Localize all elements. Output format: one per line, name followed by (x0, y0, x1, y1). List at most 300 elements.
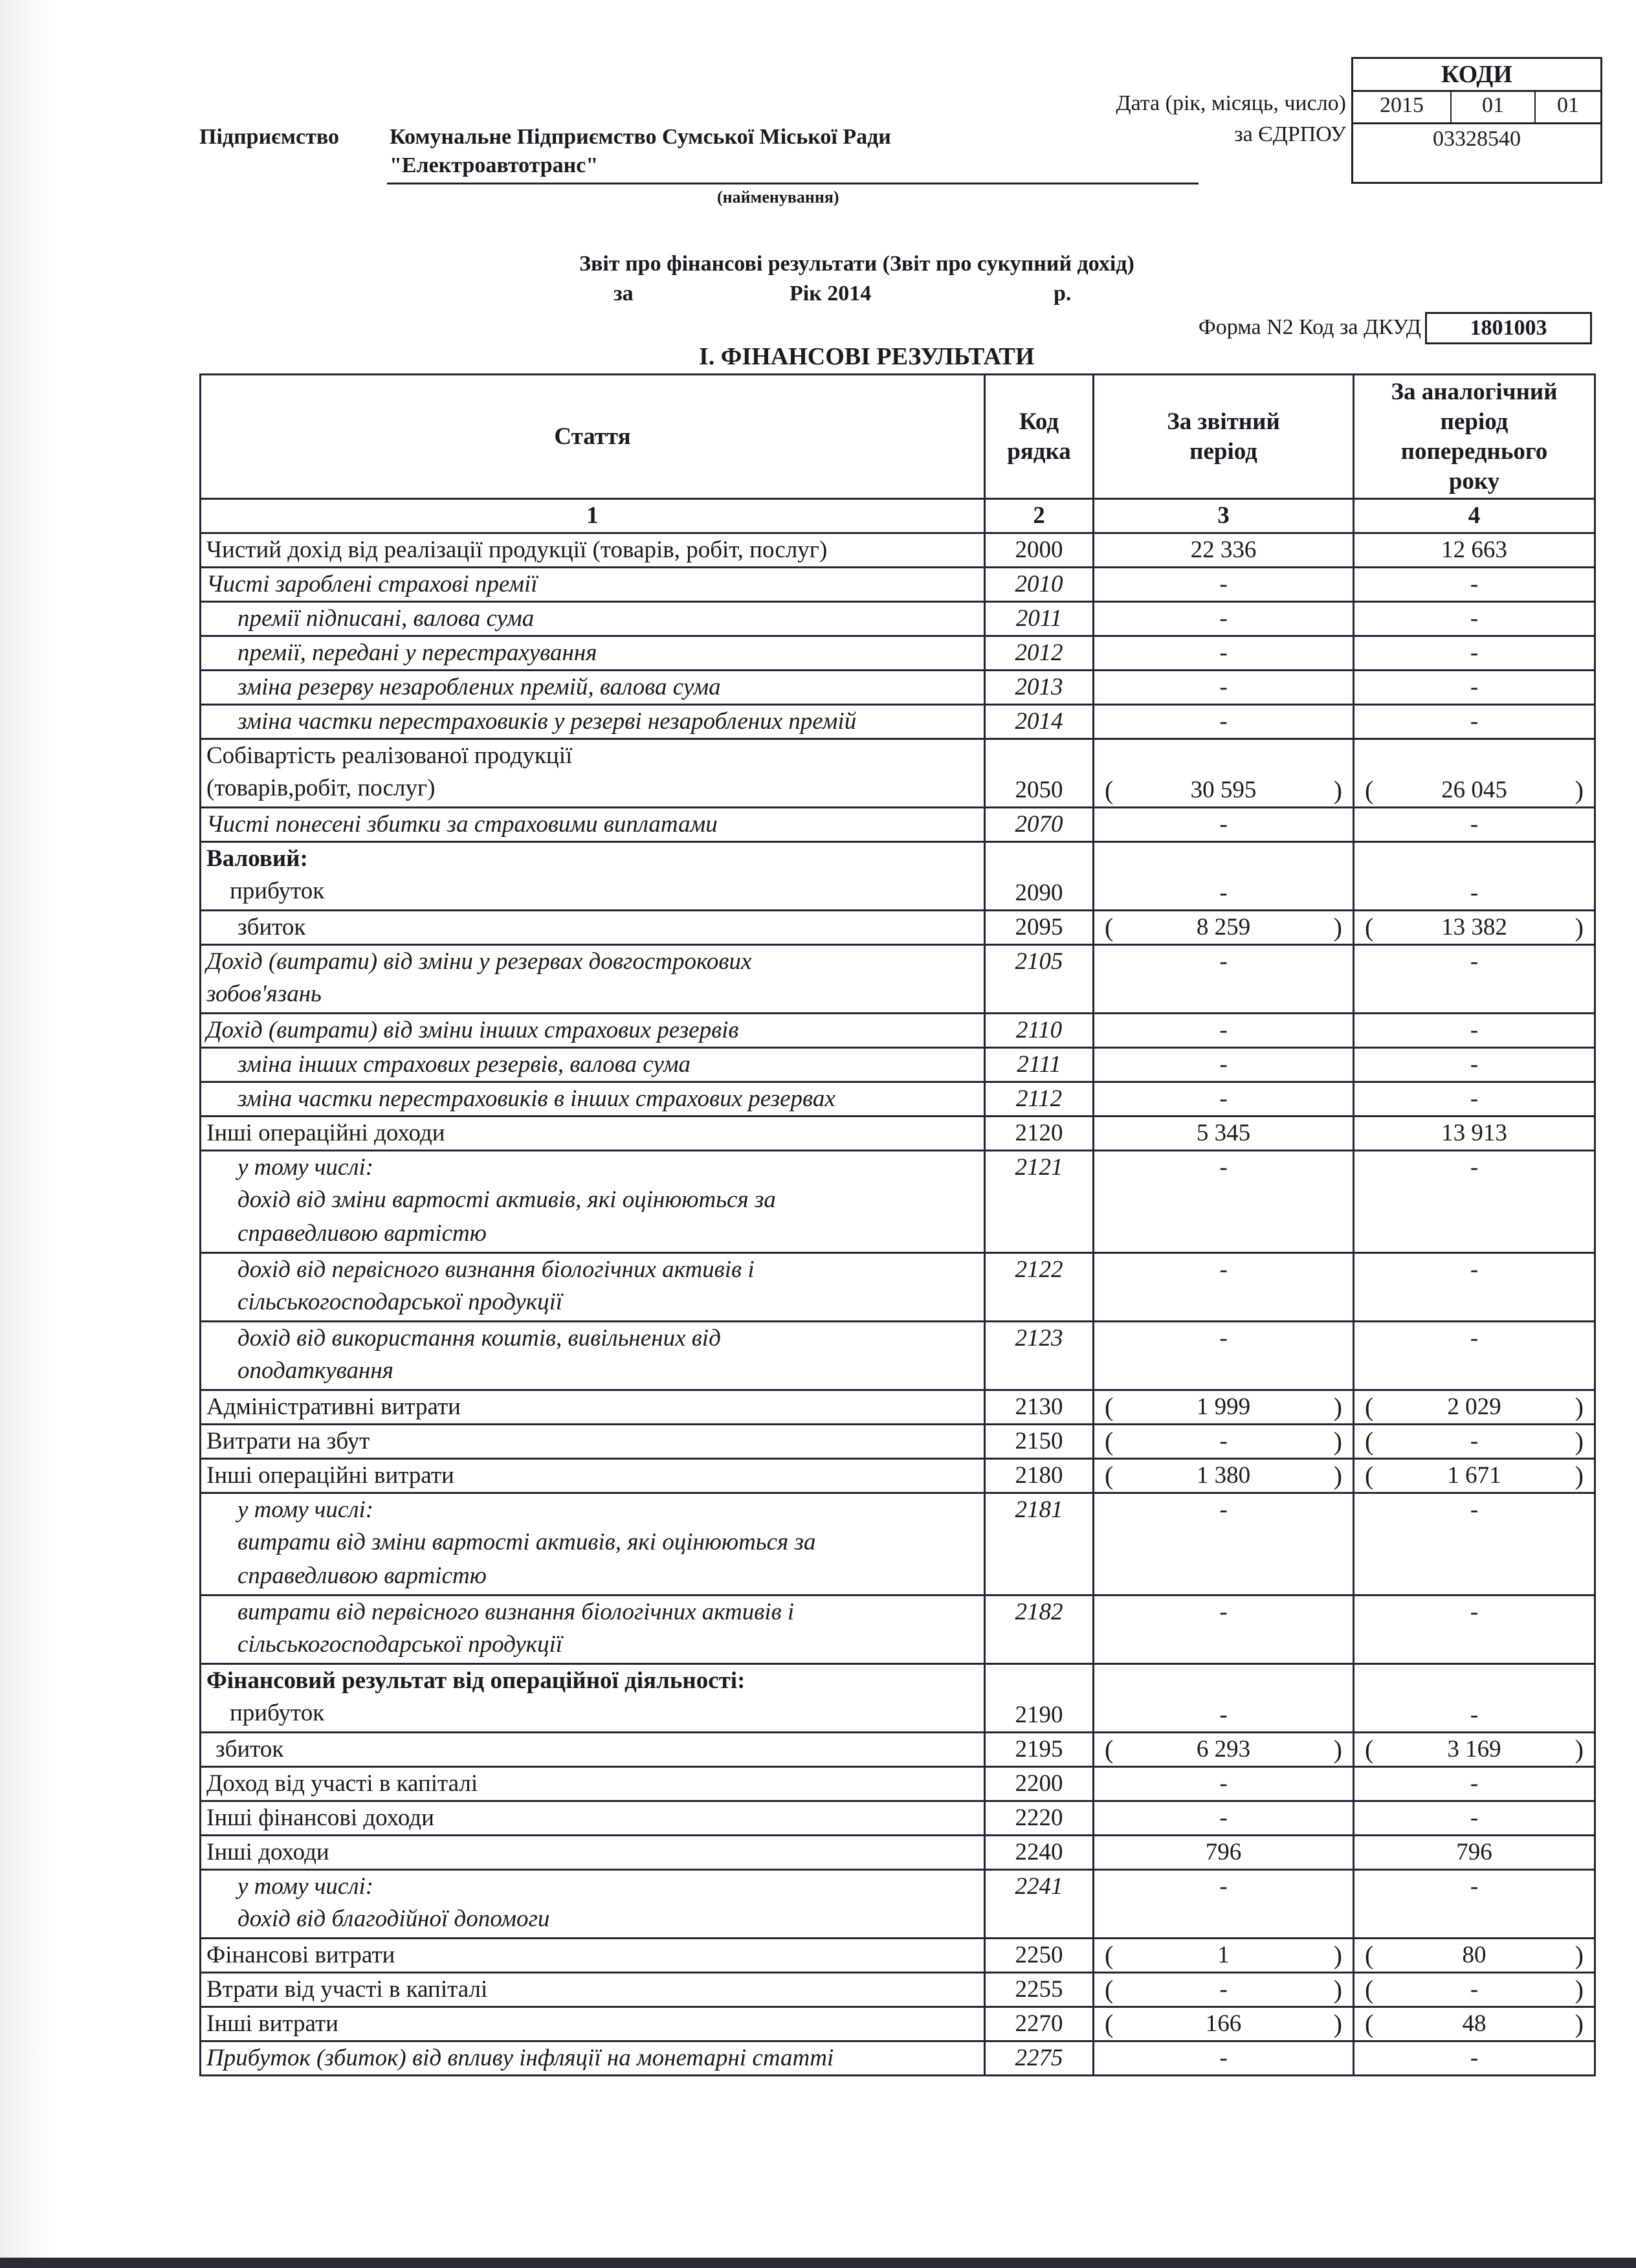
value-wrap (1094, 568, 1353, 601)
row-label-line: Чисті понесені збитки за страховими виплатами (206, 811, 718, 838)
edrpou-label: за ЄДРПОУ (1234, 122, 1346, 146)
paren-open: ( (1365, 1940, 1374, 1970)
value-text: - (1219, 1805, 1228, 1831)
period-prefix: за (614, 282, 634, 306)
value-text: - (1470, 571, 1479, 597)
value-wrap (1094, 1322, 1353, 1355)
row-code: 2255 (985, 1973, 1094, 2007)
row-value-previous (1354, 2007, 1595, 2041)
value-wrap (1354, 1151, 1594, 1184)
enterprise-name-line1: Комунальне Підприємство Сумської Міської Ради (390, 125, 891, 149)
row-label-line: зміна частки перестраховиків в інших страхових резервах (238, 1085, 835, 1112)
row-code: 2190 (985, 1664, 1094, 1733)
value-wrap (1094, 1802, 1353, 1834)
row-label-line: Собівартість реалізованої продукції (206, 742, 573, 769)
value-text: - (1470, 1017, 1479, 1043)
paren-open: ( (1365, 1975, 1374, 2004)
paren-close: ) (1333, 913, 1342, 942)
value-wrap (1354, 1939, 1594, 1972)
row-label (201, 1014, 985, 1048)
row-value-previous (1354, 1493, 1595, 1595)
row-value-previous (1354, 602, 1595, 636)
value-text: 30 595 (1190, 777, 1257, 803)
row-label (201, 1459, 985, 1493)
table-row (201, 1733, 1595, 1767)
value-text: 3 169 (1447, 1736, 1501, 1762)
row-label-line: витрати від зміни вартості активів, які оцінюються за (238, 1529, 816, 1555)
row-code: 2014 (985, 705, 1094, 739)
table-row (201, 1253, 1595, 1322)
row-label (201, 533, 985, 568)
row-value-previous (1354, 1425, 1595, 1459)
value-wrap (1354, 1836, 1594, 1869)
paren-close: ) (1575, 1392, 1584, 1421)
value-wrap (1354, 1733, 1594, 1766)
row-value-current (1094, 1493, 1354, 1595)
value-wrap (1094, 706, 1353, 738)
value-text: 26 045 (1441, 777, 1507, 803)
paren-close: ) (1333, 1461, 1342, 1490)
row-code: 2012 (985, 636, 1094, 671)
row-label-line: зміна резерву незароблених премій, валова сума (238, 674, 721, 700)
row-label-line: премії підписані, валова сума (238, 605, 535, 632)
value-wrap (1094, 808, 1353, 841)
value-text: - (1219, 1702, 1228, 1728)
row-label-line: сільськогосподарської продукції (238, 1289, 563, 1315)
row-value-previous (1354, 1733, 1595, 1767)
table-row (201, 1459, 1595, 1493)
paren-close: ) (1333, 775, 1342, 805)
name-caption: (найменування) (717, 188, 839, 206)
row-label-line: Адміністративні витрати (206, 1394, 461, 1420)
row-value-current (1094, 1425, 1354, 1459)
row-value-current (1094, 1048, 1354, 1082)
table-row (201, 1939, 1595, 1973)
value-text: - (1470, 1805, 1479, 1831)
row-label-line: Інші доходи (206, 1839, 329, 1865)
row-code: 2181 (985, 1493, 1094, 1595)
paren-open: ( (1105, 775, 1114, 805)
row-value-current (1094, 1870, 1354, 1939)
row-label-line: зобов'язань (206, 981, 322, 1007)
row-value-current (1094, 533, 1354, 568)
value-wrap (1354, 568, 1594, 601)
row-label (201, 705, 985, 739)
table-row (201, 1014, 1595, 1048)
row-value-current (1094, 1253, 1354, 1322)
period-suffix: р. (1054, 282, 1072, 306)
row-code: 2070 (985, 808, 1094, 842)
row-value-current (1094, 1117, 1354, 1151)
row-label-line: сільськогосподарської продукції (238, 1631, 563, 1658)
row-code: 2182 (985, 1595, 1094, 1664)
table-row (201, 808, 1595, 842)
row-value-current (1094, 1973, 1354, 2007)
section-title: І. ФІНАНСОВІ РЕЗУЛЬТАТИ (699, 343, 1035, 370)
paren-open: ( (1105, 1427, 1114, 1456)
value-wrap (1094, 1014, 1353, 1047)
value-text: - (1219, 674, 1228, 700)
row-value-current (1094, 2007, 1354, 2041)
row-code: 2241 (985, 1870, 1094, 1939)
value-text: 80 (1462, 1942, 1487, 1968)
value-text: - (1470, 1599, 1479, 1625)
row-value-current (1094, 1595, 1354, 1664)
paren-open: ( (1365, 1461, 1374, 1490)
value-text: 12 663 (1441, 537, 1507, 563)
table-row (201, 1973, 1595, 2007)
value-text: 1 380 (1196, 1462, 1251, 1489)
value-wrap (1354, 877, 1594, 909)
row-code: 2095 (985, 911, 1094, 945)
row-value-current (1094, 1014, 1354, 1048)
table-row (201, 1493, 1595, 1595)
value-wrap (1094, 1049, 1353, 1081)
row-value-previous (1354, 1767, 1595, 1801)
table-row (201, 1425, 1595, 1459)
value-wrap (1094, 1083, 1353, 1115)
value-wrap (1094, 1117, 1353, 1150)
table-row (201, 671, 1595, 705)
value-wrap (1094, 2042, 1353, 2074)
value-wrap (1354, 1871, 1594, 1903)
row-value-current (1094, 1151, 1354, 1253)
enterprise-name-line2: "Електроавтотранс" (390, 153, 599, 177)
value-text: 796 (1456, 1839, 1492, 1865)
value-text: 166 (1205, 2010, 1242, 2037)
table-row (201, 911, 1595, 945)
value-wrap (1094, 1699, 1353, 1731)
row-value-previous (1354, 739, 1595, 808)
value-wrap (1094, 877, 1353, 909)
value-wrap (1094, 671, 1353, 704)
codes-title: КОДИ (1353, 59, 1600, 92)
row-label (201, 1836, 985, 1870)
table-row (201, 1117, 1595, 1151)
value-text: - (1219, 1873, 1228, 1900)
table-row (201, 1048, 1595, 1082)
row-label (201, 1322, 985, 1390)
paren-close: ) (1333, 1392, 1342, 1421)
row-label (201, 1117, 985, 1151)
row-code: 2123 (985, 1322, 1094, 1390)
value-wrap (1354, 1254, 1594, 1286)
row-label (201, 1801, 985, 1836)
row-label (201, 1151, 985, 1253)
row-label-line: дохід від зміни вартості активів, які оцінюються за (238, 1186, 776, 1213)
row-label-line: у тому числі: (238, 1873, 374, 1900)
row-value-previous (1354, 808, 1595, 842)
table-row (201, 602, 1595, 636)
value-wrap (1094, 2008, 1353, 2040)
codes-year: 2015 (1353, 90, 1452, 122)
row-code: 2275 (985, 2041, 1094, 2076)
codes-box (1351, 57, 1602, 184)
value-text: - (1219, 2045, 1228, 2071)
paren-close: ) (1333, 1735, 1342, 1764)
paren-open: ( (1365, 913, 1374, 942)
value-wrap (1354, 1425, 1594, 1458)
row-label-line: справедливою вартістю (238, 1562, 487, 1589)
value-wrap (1094, 1871, 1353, 1903)
value-wrap (1094, 637, 1353, 669)
value-text: - (1219, 1017, 1228, 1043)
paren-open: ( (1365, 1392, 1374, 1421)
value-wrap (1354, 637, 1594, 669)
paren-open: ( (1105, 1735, 1114, 1764)
value-text: 1 (1217, 1942, 1230, 1968)
row-label (201, 945, 985, 1014)
report-title: Звіт про фінансові результати (Звіт про сукупний дохід) (579, 252, 1134, 276)
value-wrap (1354, 1973, 1594, 2006)
row-label (201, 602, 985, 636)
value-text: - (1219, 571, 1228, 597)
paren-open: ( (1105, 1461, 1114, 1490)
row-value-previous (1354, 911, 1595, 945)
value-wrap (1354, 911, 1594, 944)
row-value-previous (1354, 1390, 1595, 1425)
row-value-current (1094, 1082, 1354, 1117)
row-value-current (1094, 636, 1354, 671)
value-wrap (1354, 946, 1594, 978)
row-value-current (1094, 911, 1354, 945)
value-text: - (1470, 1051, 1479, 1078)
value-wrap (1354, 1083, 1594, 1115)
value-text: 1 671 (1447, 1462, 1501, 1489)
col-header-current (1094, 375, 1354, 499)
value-text: - (1219, 1599, 1228, 1625)
row-code: 2050 (985, 739, 1094, 808)
value-wrap (1094, 1460, 1353, 1492)
col-number-4: 4 (1354, 499, 1595, 533)
value-wrap (1354, 671, 1594, 704)
row-label-line: Прибуток (збиток) від впливу інфляції на монетарні статті (206, 2045, 834, 2071)
paren-close: ) (1575, 1735, 1584, 1764)
value-wrap (1094, 1973, 1353, 2006)
row-value-current (1094, 1390, 1354, 1425)
paren-close: ) (1575, 913, 1584, 942)
col-header-previous-text: За аналогічний період попереднього року (1391, 378, 1558, 495)
row-code: 2110 (985, 1014, 1094, 1048)
value-wrap (1354, 1014, 1594, 1047)
row-value-previous (1354, 1151, 1595, 1253)
row-label-line: Дохід (витрати) від зміни у резервах довгострокових (206, 948, 752, 975)
paren-open: ( (1365, 1427, 1374, 1456)
row-label-line: збиток (216, 1736, 284, 1762)
row-code: 2220 (985, 1801, 1094, 1836)
row-code: 2120 (985, 1117, 1094, 1151)
row-label-line: прибуток (230, 1700, 325, 1726)
paren-close: ) (1333, 2009, 1342, 2038)
table-row (201, 1595, 1595, 1664)
row-code: 2250 (985, 1939, 1094, 1973)
value-wrap (1094, 1733, 1353, 1766)
row-value-current (1094, 1801, 1354, 1836)
value-text: 1 999 (1196, 1394, 1251, 1420)
row-label-line: Витрати на збут (206, 1428, 370, 1454)
row-code: 2200 (985, 1767, 1094, 1801)
paren-close: ) (1575, 1940, 1584, 1970)
row-code: 2000 (985, 533, 1094, 568)
row-label (201, 1048, 985, 1082)
value-text: - (1219, 605, 1228, 632)
table-row (201, 636, 1595, 671)
row-label-line: у тому числі: (238, 1154, 374, 1181)
value-text: - (1470, 1428, 1479, 1454)
row-value-previous (1354, 1801, 1595, 1836)
row-value-previous (1354, 568, 1595, 602)
row-value-current (1094, 1664, 1354, 1733)
row-label-line: збиток (238, 914, 306, 940)
paren-close: ) (1575, 1461, 1584, 1490)
value-text: - (1470, 1325, 1479, 1351)
row-label (201, 911, 985, 945)
row-label (201, 1390, 985, 1425)
value-text: - (1219, 948, 1228, 975)
row-label (201, 636, 985, 671)
row-code: 2010 (985, 568, 1094, 602)
row-label-line: зміна інших страхових резервів, валова сума (238, 1051, 691, 1078)
value-text: - (1219, 1051, 1228, 1078)
row-label (201, 671, 985, 705)
value-text: - (1219, 1085, 1228, 1112)
value-text: - (1219, 1976, 1228, 2003)
value-text: - (1470, 1085, 1479, 1112)
row-label-line: Чисті зароблені страхові премії (206, 571, 538, 597)
value-text: - (1219, 1256, 1228, 1283)
row-value-previous (1354, 1322, 1595, 1390)
row-label (201, 1082, 985, 1117)
codes-edrpou: 03328540 (1433, 127, 1521, 151)
scan-edge-shadow (0, 0, 58, 2268)
row-label (201, 1253, 985, 1322)
row-label (201, 739, 985, 808)
row-label-line: Інші фінансові доходи (206, 1805, 434, 1831)
period-value: Рік 2014 (790, 282, 872, 306)
table-row (201, 2007, 1595, 2041)
value-wrap (1354, 774, 1594, 806)
row-value-previous (1354, 1253, 1595, 1322)
value-text: - (1470, 1256, 1479, 1283)
table-header-row (201, 375, 1595, 499)
row-value-current (1094, 568, 1354, 602)
row-label-line: Доход від участі в капіталі (206, 1770, 478, 1797)
value-text: - (1470, 1770, 1479, 1797)
form-label: Форма N2 Код за ДКУД (1198, 315, 1421, 339)
row-code: 2111 (985, 1048, 1094, 1082)
row-value-current (1094, 671, 1354, 705)
value-wrap (1094, 774, 1353, 806)
value-wrap (1094, 1151, 1353, 1184)
value-text: - (1219, 880, 1228, 906)
value-text: 2 029 (1447, 1394, 1501, 1420)
row-label-line: у тому числі: (238, 1496, 374, 1523)
value-text: 796 (1205, 1839, 1242, 1865)
paren-close: ) (1575, 2009, 1584, 2038)
table-row (201, 1801, 1595, 1836)
row-value-current (1094, 1767, 1354, 1801)
value-text: - (1219, 1770, 1228, 1797)
value-wrap (1094, 946, 1353, 978)
row-value-previous (1354, 1048, 1595, 1082)
col-header-current-text: За звітний період (1167, 408, 1280, 465)
value-wrap (1354, 1699, 1594, 1731)
value-wrap (1354, 1322, 1594, 1355)
value-text: - (1219, 708, 1228, 735)
value-text: - (1219, 639, 1228, 666)
col-header-code (985, 375, 1094, 499)
paren-open: ( (1105, 1940, 1114, 1970)
col-number-2: 2 (985, 499, 1094, 533)
value-text: 48 (1462, 2010, 1487, 2037)
row-label-line: Валовий: (206, 845, 308, 872)
value-wrap (1354, 808, 1594, 841)
row-value-current (1094, 1939, 1354, 1973)
row-label-line: оподаткування (238, 1357, 393, 1384)
row-value-current (1094, 602, 1354, 636)
col-header-article: Стаття (201, 375, 985, 499)
paren-close: ) (1575, 1975, 1584, 2004)
value-text: - (1219, 1496, 1228, 1523)
value-text: - (1470, 1496, 1479, 1523)
paren-close: ) (1333, 1427, 1342, 1456)
table-row (201, 1082, 1595, 1117)
row-label (201, 1493, 985, 1595)
row-label-line: Інші операційні доходи (206, 1120, 445, 1146)
paren-open: ( (1105, 913, 1114, 942)
value-wrap (1094, 1768, 1353, 1800)
row-label-line: дохід від первісного визнання біологічних активів і (238, 1256, 755, 1283)
value-wrap (1354, 706, 1594, 738)
table-row (201, 533, 1595, 568)
value-text: - (1470, 1702, 1479, 1728)
row-value-current (1094, 739, 1354, 808)
enterprise-name-underline (387, 183, 1199, 184)
row-label (201, 842, 985, 911)
value-text: - (1470, 948, 1479, 975)
row-value-previous (1354, 1014, 1595, 1048)
row-value-previous (1354, 1082, 1595, 1117)
value-text: - (1470, 1976, 1479, 2003)
row-label-line: дохід від благодійної допомоги (238, 1906, 550, 1932)
value-text: - (1219, 811, 1228, 838)
row-label (201, 1973, 985, 2007)
row-value-previous (1354, 533, 1595, 568)
row-value-current (1094, 2041, 1354, 2076)
table-row (201, 1767, 1595, 1801)
row-value-current (1094, 842, 1354, 911)
value-wrap (1354, 1596, 1594, 1629)
row-value-current (1094, 1322, 1354, 1390)
enterprise-label: Підприємство (199, 125, 339, 149)
row-code: 2270 (985, 2007, 1094, 2041)
row-label (201, 1767, 985, 1801)
date-label: Дата (рік, місяць, число) (1116, 91, 1346, 115)
value-text: - (1470, 708, 1479, 735)
row-label (201, 1595, 985, 1664)
row-label-line: дохід від використання коштів, вивільнених від (238, 1325, 721, 1351)
paren-open: ( (1365, 2009, 1374, 2038)
value-text: - (1470, 880, 1479, 906)
row-code: 2130 (985, 1390, 1094, 1425)
paren-open: ( (1105, 2009, 1114, 2038)
row-value-previous (1354, 636, 1595, 671)
row-value-previous (1354, 1870, 1595, 1939)
table-row (201, 705, 1595, 739)
paren-open: ( (1365, 775, 1374, 805)
paren-close: ) (1575, 775, 1584, 805)
table-row (201, 1664, 1595, 1733)
